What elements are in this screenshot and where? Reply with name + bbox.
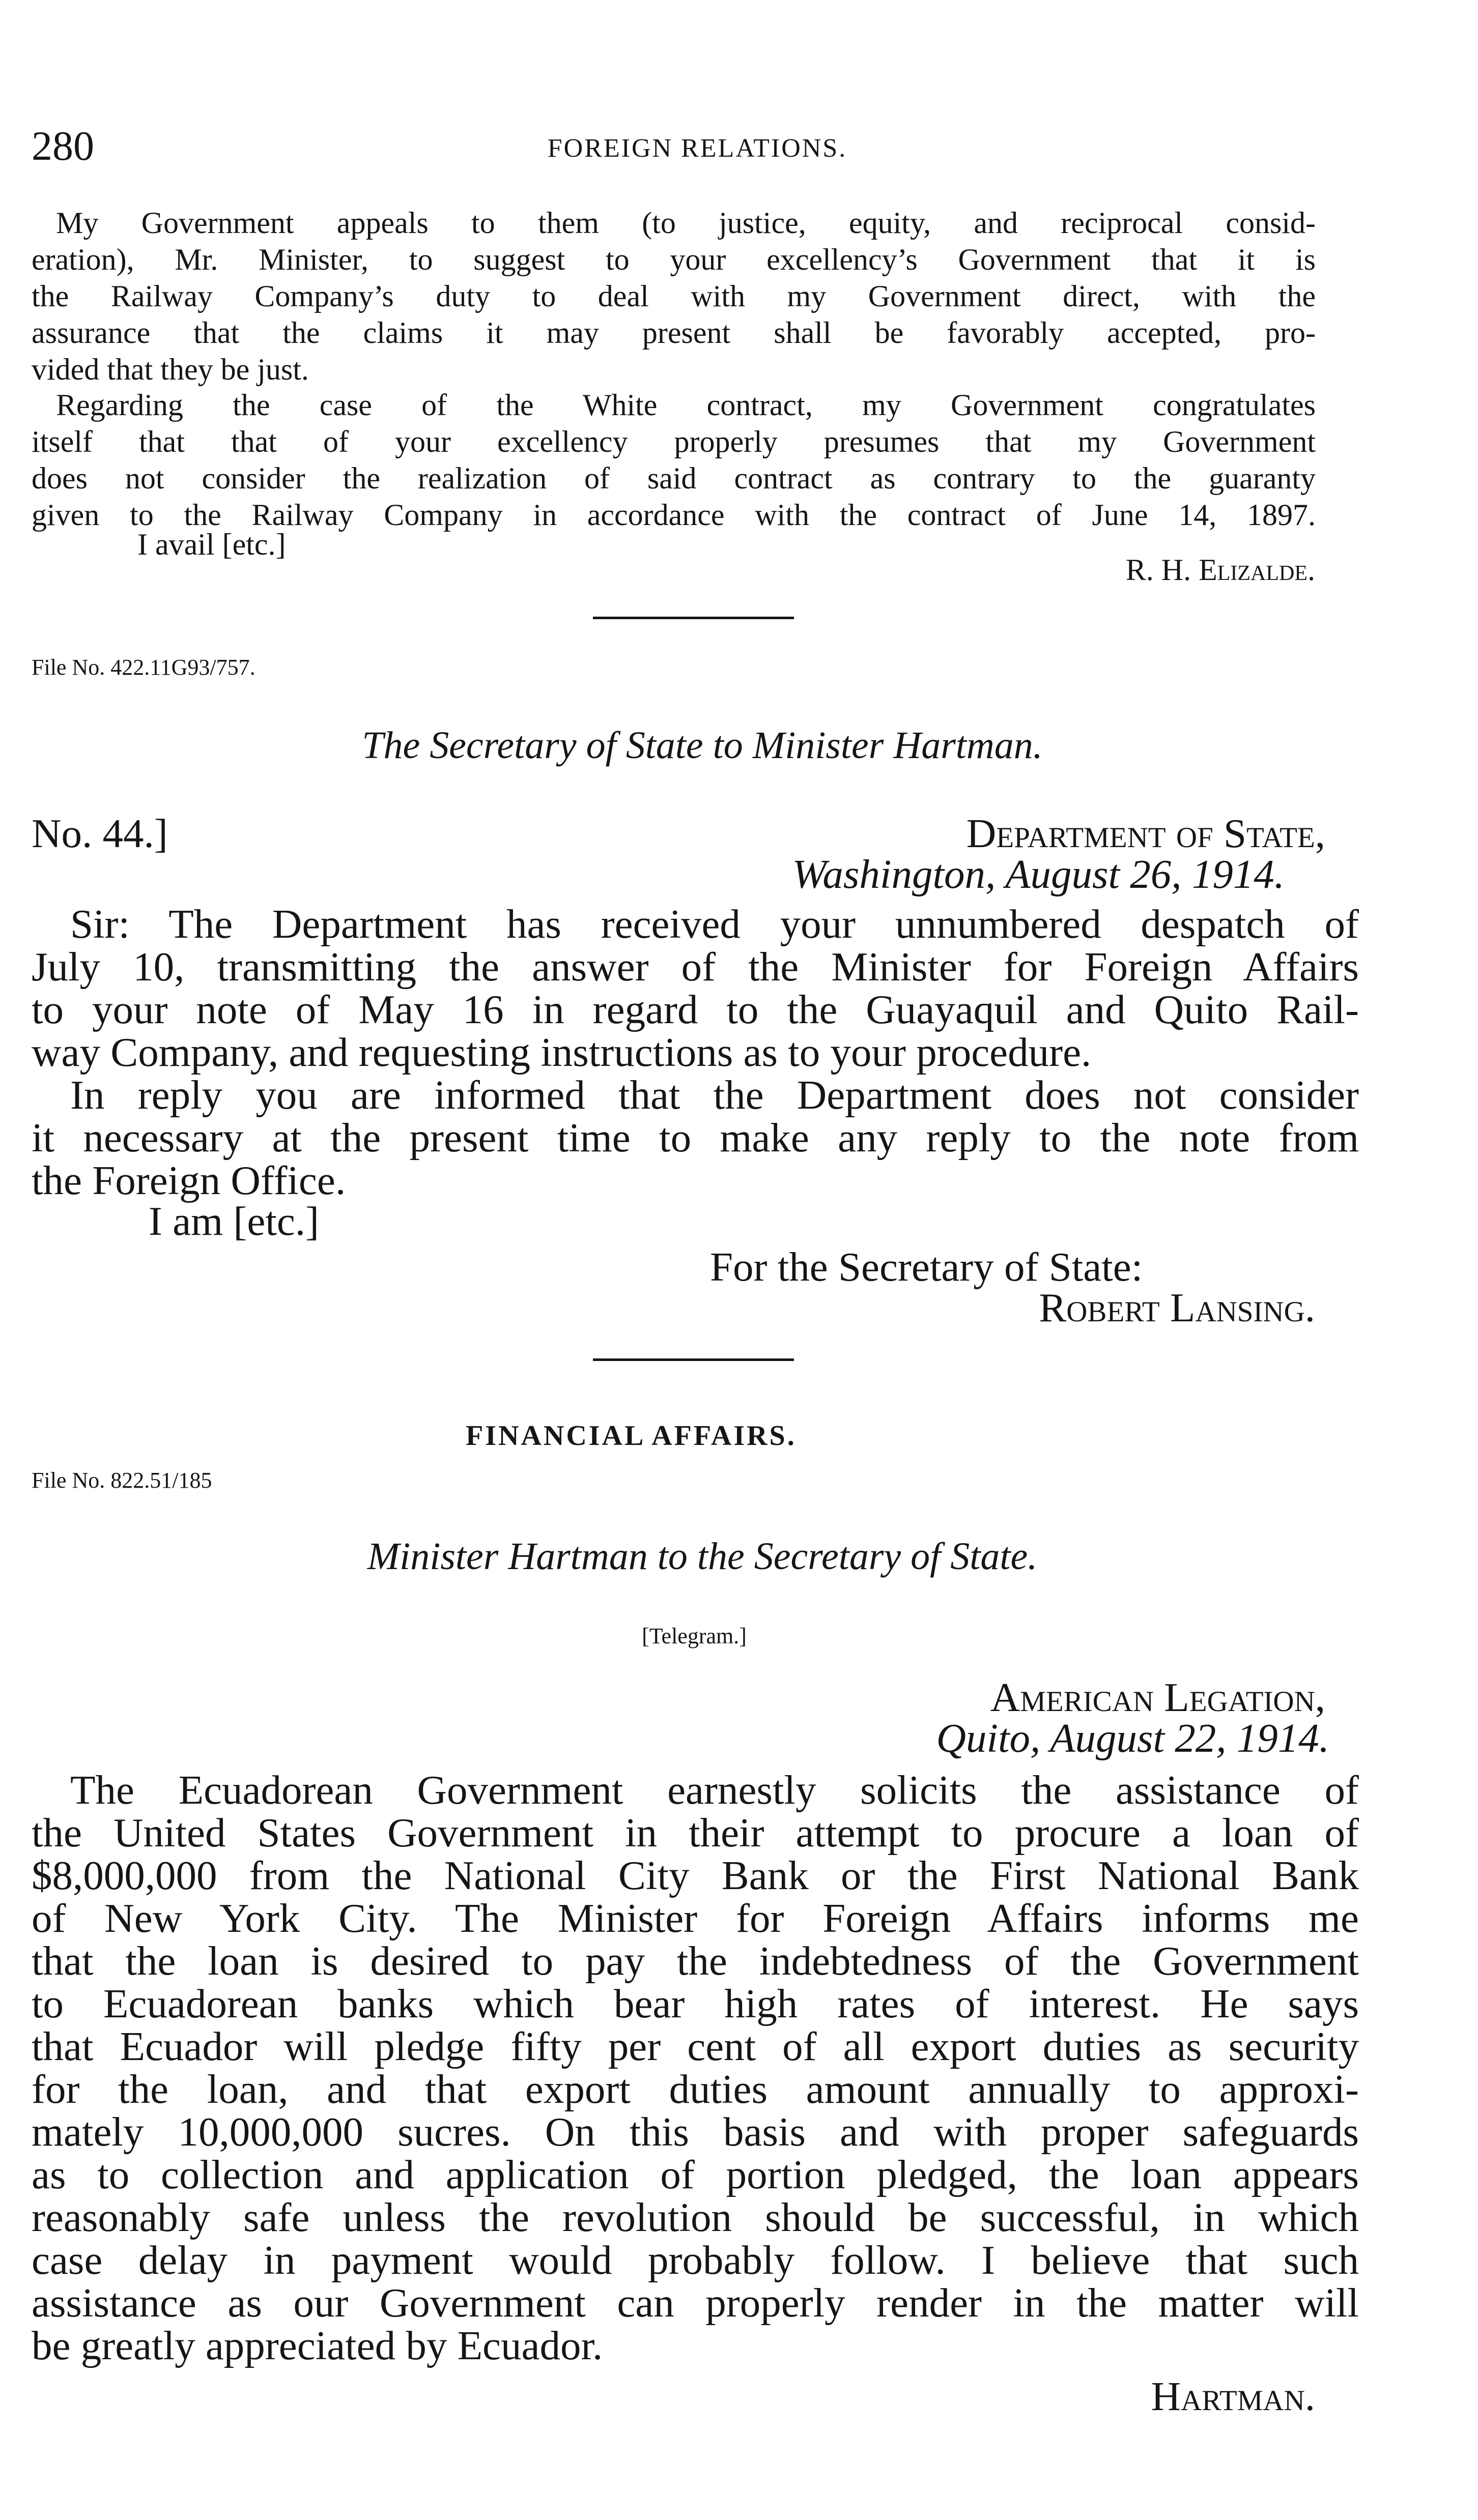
paragraph-line: mately 10,000,000 sucres. On this basis and with proper safeguards xyxy=(32,2109,1359,2155)
paragraph-line: the United States Government in their attempt to procure a loan of xyxy=(32,1810,1359,1856)
paragraph-line: that the loan is desired to pay the indebtedness of the Government xyxy=(32,1938,1359,1984)
legation-line: American Legation, xyxy=(990,1674,1325,1720)
paragraph-line: The Ecuadorean Government earnestly solicits the assistance of xyxy=(70,1767,1359,1813)
paragraph-line: does not consider the realization of said contract as contrary to the guaranty xyxy=(32,461,1316,495)
paragraph-line: to Ecuadorean banks which bear high rates of interest. He says xyxy=(32,1981,1359,2026)
section-title: FINANCIAL AFFAIRS. xyxy=(466,1420,797,1452)
date-line: Quito, August 22, 1914. xyxy=(936,1715,1329,1761)
paragraph-line: it necessary at the present time to make any reply to the note from xyxy=(32,1115,1359,1161)
paragraph-line: for the loan, and that export duties amount annually to approxi- xyxy=(32,2066,1359,2112)
date-line: Washington, August 26, 1914. xyxy=(792,851,1285,897)
paragraph-line: My Government appeals to them (to justice, equity, and reciprocal consid- xyxy=(56,206,1316,240)
signature: Robert Lansing. xyxy=(1039,1285,1315,1330)
closing-line: I avail [etc.] xyxy=(137,528,286,561)
for-secretary-line: For the Secretary of State: xyxy=(710,1244,1143,1290)
paragraph-line: reasonably safe unless the revolution should be successful, in which xyxy=(32,2194,1359,2240)
signature: Hartman. xyxy=(1151,2373,1315,2419)
paragraph-line: vided that they be just. xyxy=(32,353,309,386)
paragraph-line: case delay in payment would probably follow. I believe that such xyxy=(32,2237,1359,2283)
paragraph-line: to your note of May 16 in regard to the Guayaquil and Quito Rail- xyxy=(32,987,1359,1032)
paragraph-line: given to the Railway Company in accordance with the contract of June 14, 1897. xyxy=(32,498,1316,532)
section-divider xyxy=(593,1358,794,1361)
running-title: FOREIGN RELATIONS. xyxy=(547,134,847,163)
paragraph-line: assurance that the claims it may present shall be favorably accepted, pro- xyxy=(32,316,1316,350)
paragraph-line: that Ecuador will pledge fifty per cent of all export duties as security xyxy=(32,2023,1359,2069)
letter-heading: Minister Hartman to the Secretary of State. xyxy=(367,1535,1038,1578)
paragraph-line: $8,000,000 from the National City Bank or the First National Bank xyxy=(32,1852,1359,1898)
dispatch-number: No. 44.] xyxy=(32,810,168,856)
paragraph-line: way Company, and requesting instructions as to your procedure. xyxy=(32,1029,1092,1075)
paragraph-line: of New York City. The Minister for Foreign Affairs informs me xyxy=(32,1895,1359,1941)
department-line: Department of State, xyxy=(966,810,1325,856)
paragraph-line: Sir: The Department has received your unnumbered despatch of xyxy=(70,901,1359,947)
paragraph-line: the Foreign Office. xyxy=(32,1157,346,1203)
telegram-label: [Telegram.] xyxy=(642,1624,747,1648)
page-number: 280 xyxy=(32,123,94,169)
paragraph-line: the Railway Company’s duty to deal with my Government direct, with the xyxy=(32,279,1316,313)
paragraph-line: In reply you are informed that the Department does not consider xyxy=(70,1072,1359,1118)
paragraph-line: July 10, transmitting the answer of the Minister for Foreign Affairs xyxy=(32,944,1359,990)
paragraph-line: itself that that of your excellency properly presumes that my Government xyxy=(32,425,1316,458)
letter-heading: The Secretary of State to Minister Hartman. xyxy=(362,724,1043,767)
signature: R. H. Elizalde. xyxy=(1125,553,1315,587)
section-divider xyxy=(593,617,794,619)
paragraph-line: Regarding the case of the White contract, my Government congratulates xyxy=(56,388,1316,422)
file-number: File No. 422.11G93/757. xyxy=(32,655,255,680)
closing-line: I am [etc.] xyxy=(149,1198,320,1244)
paragraph-line: assistance as our Government can properly render in the matter will xyxy=(32,2280,1359,2326)
file-number: File No. 822.51/185 xyxy=(32,1468,212,1493)
paragraph-line: eration), Mr. Minister, to suggest to your excellency’s Government that it is xyxy=(32,243,1316,276)
paragraph-line: be greatly appreciated by Ecuador. xyxy=(32,2323,603,2368)
paragraph-line: as to collection and application of portion pledged, the loan appears xyxy=(32,2152,1359,2197)
